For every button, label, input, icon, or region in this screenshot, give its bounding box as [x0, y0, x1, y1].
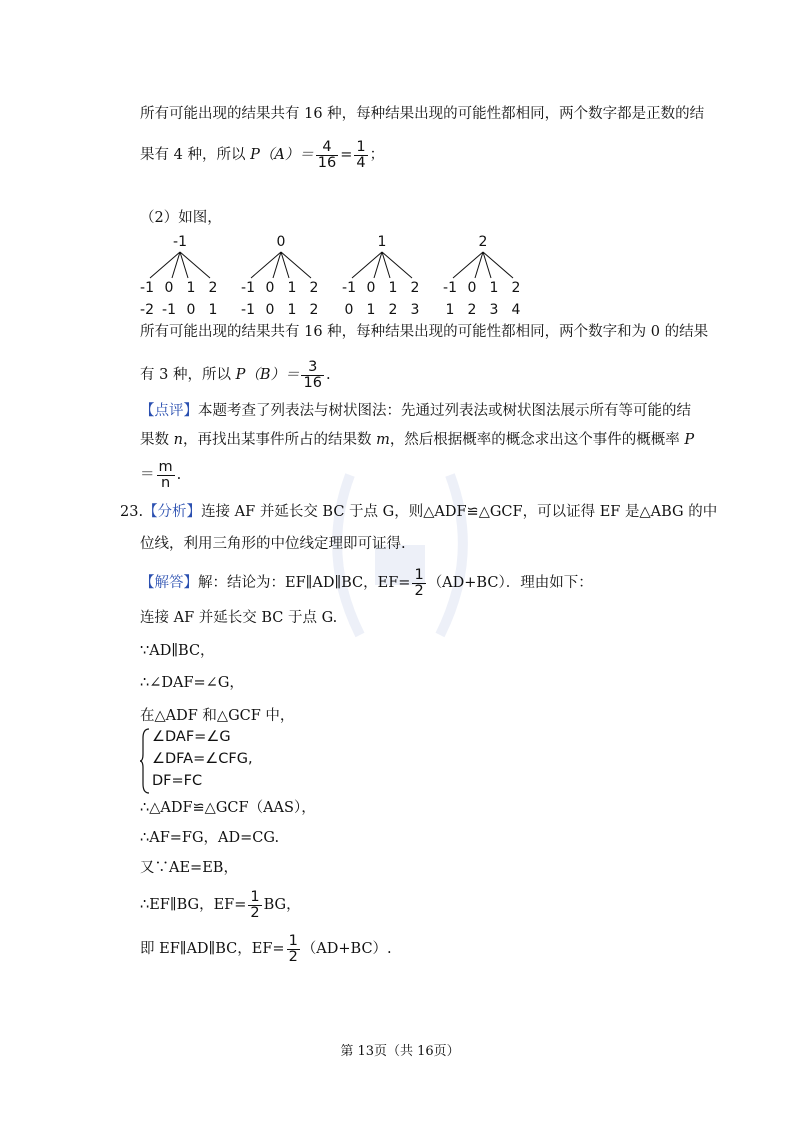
tree-leaf-2-0: -1 — [342, 280, 356, 296]
analysis-line-2: 位线，利用三角形的中位线定理即可证得. — [140, 536, 406, 552]
analysis-tag: 【分析】 — [143, 504, 202, 520]
comment-line-3: ＝ $\frac{m}{n}$ . — [140, 459, 182, 491]
tree-leaf-1-0: -1 — [241, 280, 255, 296]
tree-sum-3-1: 2 — [467, 302, 477, 318]
step-7: 又∵AE=EB， — [140, 860, 238, 876]
text-line-1: 所有可能出现的结果共有 16 种，每种结果出现的可能性都相同，两个数字都是正数的结 — [140, 106, 705, 122]
part-2-label: （2）如图， — [140, 210, 222, 226]
step-1: 连接 AF 并延长交 BC 于点 G. — [140, 610, 338, 626]
tree-leaf-2-1: 0 — [366, 280, 376, 296]
tree-sum-2-3: 3 — [410, 302, 420, 318]
tree-sum-0-1: -1 — [162, 302, 176, 318]
fraction-4-16: $\frac{4}{16}$ — [317, 139, 337, 171]
step-6: ∴AF=FG，AD=CG. — [140, 830, 280, 846]
brace-icon — [140, 728, 150, 794]
step-2: ∵AD∥BC， — [140, 643, 215, 659]
system-eq-3: DF=FC — [152, 773, 203, 789]
tree-sum-1-2: 1 — [287, 302, 297, 318]
page-footer: 第 13页（共 16页） — [340, 1044, 460, 1059]
tree-root-1: 0 — [276, 234, 286, 250]
fraction-1-4: $\frac{1}{4}$ — [356, 139, 366, 171]
tree-leaf-0-3: 2 — [208, 280, 218, 296]
step-4: 在△ADF 和△GCF 中， — [140, 708, 295, 724]
tree-leaf-0-2: 1 — [186, 280, 196, 296]
tree-leaf-1-3: 2 — [309, 280, 319, 296]
tree-leaf-3-1: 0 — [467, 280, 477, 296]
tree-leaf-3-0: -1 — [443, 280, 457, 296]
tree-sum-1-0: -1 — [241, 302, 255, 318]
tree-sum-2-2: 2 — [388, 302, 398, 318]
tree-leaf-1-2: 1 — [287, 280, 297, 296]
tree-sum-0-0: -2 — [140, 302, 154, 318]
analysis-line-1: 23.【分析】连接 AF 并延长交 BC 于点 G，则△ADF≌△GCF，可以证得 EF 是△ABG 的中 — [120, 504, 718, 520]
fraction-3-16: $\frac{3}{16}$ — [303, 359, 322, 391]
tree-root-2: 1 — [377, 234, 387, 250]
fraction-1-2: $\frac{1}{2}$ — [414, 567, 424, 599]
tree-leaf-2-3: 2 — [410, 280, 420, 296]
step-8: ∴EF∥BG，EF= $\frac{1}{2}$ BG， — [140, 889, 301, 921]
question-number: 23. — [120, 504, 144, 520]
text-line-3: 所有可能出现的结果共有 16 种，每种结果出现的可能性都相同，两个数字和为 0 的结果 — [140, 324, 709, 340]
tree-leaf-0-1: 0 — [164, 280, 174, 296]
tree-sum-3-0: 1 — [445, 302, 455, 318]
tree-sum-1-1: 0 — [265, 302, 275, 318]
tree-leaf-3-3: 2 — [511, 280, 521, 296]
fraction-1-2-c: $\frac{1}{2}$ — [288, 933, 298, 965]
system-eq-1: ∠DAF=∠G — [152, 729, 231, 745]
step-5: ∴△ADF≌△GCF（AAS）， — [140, 800, 316, 816]
tree-root-0: -1 — [173, 234, 187, 250]
tree-leaf-1-1: 0 — [265, 280, 275, 296]
tree-root-3: 2 — [478, 234, 488, 250]
tree-leaf-0-0: -1 — [140, 280, 154, 296]
answer-tag: 【解答】 — [140, 575, 198, 591]
tree-sum-3-2: 3 — [489, 302, 499, 318]
tree-sum-2-0: 0 — [344, 302, 354, 318]
comment-tag: 【点评】 — [140, 403, 198, 419]
step-3: ∴∠DAF=∠G， — [140, 675, 244, 691]
answer-line: 【解答】解：结论为：EF∥AD∥BC，EF= $\frac{1}{2}$ （AD+BC）．理由如下： — [140, 567, 593, 599]
tree-sum-0-2: 0 — [186, 302, 196, 318]
tree-sum-1-3: 2 — [309, 302, 319, 318]
text-line-4: 有 3 种，所以 P（B）＝ $\frac{3}{16}$ . — [140, 359, 331, 391]
watermark-laurel — [320, 455, 480, 655]
tree-diagram — [130, 230, 550, 322]
comment-line-1: 【点评】本题考查了列表法与树状图法：先通过列表法或树状图法展示所有等可能的结 — [140, 403, 691, 419]
fraction-1-2-b: $\frac{1}{2}$ — [250, 889, 260, 921]
tree-leaf-3-2: 1 — [489, 280, 499, 296]
step-9: 即 EF∥AD∥BC，EF= $\frac{1}{2}$ （AD+BC）. — [140, 933, 392, 965]
tree-sum-0-3: 1 — [208, 302, 218, 318]
tree-leaf-2-2: 1 — [388, 280, 398, 296]
tree-sum-3-3: 4 — [511, 302, 521, 318]
comment-line-2: 果数 n，再找出某事件所占的结果数 m，然后根据概率的概念求出这个事件的概概率 P — [140, 432, 695, 448]
system-eq-2: ∠DFA=∠CFG, — [152, 751, 253, 767]
tree-sum-2-1: 1 — [366, 302, 376, 318]
fraction-m-n: $\frac{m}{n}$ — [158, 459, 173, 491]
text-line-2: 果有 4 种，所以 P（A）＝ $\frac{4}{16}$ = $\frac{1}{4}$ ； — [140, 139, 385, 171]
